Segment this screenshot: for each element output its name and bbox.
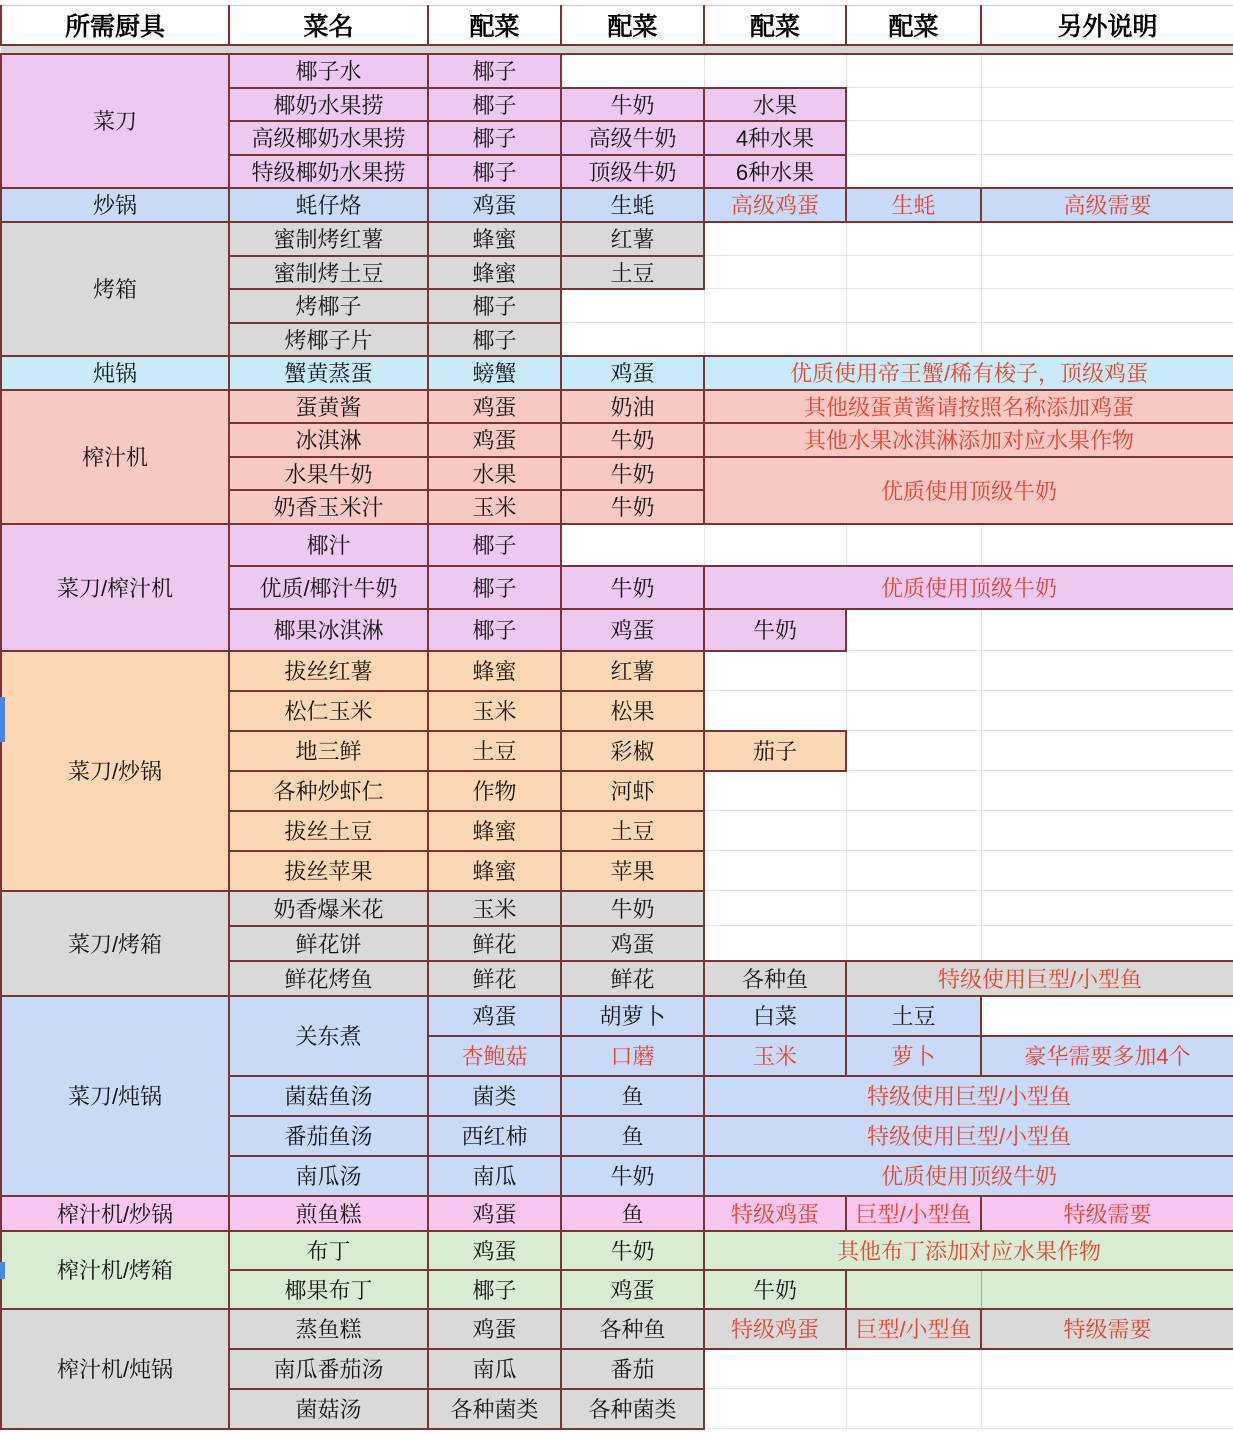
ingredient-cell[interactable]: 鲜花 — [561, 961, 704, 996]
dish-cell[interactable]: 烤椰子 — [229, 289, 428, 323]
ingredient-cell[interactable]: 巨型/小型鱼 — [846, 1309, 981, 1349]
dish-cell[interactable]: 优质/椰汁牛奶 — [229, 566, 428, 609]
empty-cell[interactable] — [981, 691, 1233, 731]
dish-cell[interactable]: 特级椰奶水果捞 — [229, 155, 428, 188]
empty-cell[interactable] — [981, 1270, 1233, 1309]
ingredient-cell[interactable]: 牛奶 — [704, 1270, 846, 1309]
ingredient-cell[interactable]: 椰子 — [428, 54, 561, 88]
note-cell[interactable]: 其他级蛋黄酱请按照名称添加鸡蛋 — [704, 390, 1233, 423]
ingredient-cell[interactable]: 水果 — [428, 457, 561, 490]
ingredient-cell[interactable]: 玉米 — [428, 490, 561, 524]
ingredient-cell[interactable]: 生蚝 — [561, 188, 704, 222]
tool-cell[interactable]: 榨汁机/炒锅 — [1, 1196, 229, 1231]
ingredient-cell[interactable]: 茄子 — [704, 731, 846, 771]
empty-cell[interactable] — [846, 256, 981, 289]
header-cell-2[interactable]: 配菜 — [428, 6, 561, 45]
note-cell[interactable]: 其他水果冰淇淋添加对应水果作物 — [704, 423, 1233, 457]
empty-cell[interactable] — [704, 289, 846, 323]
ingredient-cell[interactable]: 鱼 — [561, 1196, 704, 1231]
note-cell[interactable]: 优质使用顶级牛奶 — [704, 566, 1233, 609]
dish-cell[interactable]: 拔丝红薯 — [229, 651, 428, 691]
ingredient-cell[interactable]: 各种鱼 — [561, 1309, 704, 1349]
ingredient-cell[interactable]: 椰子 — [428, 524, 561, 566]
empty-cell[interactable] — [561, 323, 704, 356]
empty-cell[interactable] — [981, 811, 1233, 851]
ingredient-cell[interactable]: 各种菌类 — [428, 1389, 561, 1429]
dish-cell[interactable]: 蒸鱼糕 — [229, 1309, 428, 1349]
empty-cell[interactable] — [981, 289, 1233, 323]
empty-cell[interactable] — [846, 524, 981, 566]
ingredient-cell[interactable]: 土豆 — [428, 731, 561, 771]
dish-cell[interactable]: 蜜制烤土豆 — [229, 256, 428, 289]
empty-cell[interactable] — [981, 121, 1233, 155]
ingredient-cell[interactable]: 牛奶 — [561, 490, 704, 524]
ingredient-cell[interactable]: 鸡蛋 — [428, 423, 561, 457]
ingredient-cell[interactable]: 口蘑 — [561, 1036, 704, 1076]
ingredient-cell[interactable]: 鸡蛋 — [561, 1270, 704, 1309]
empty-cell[interactable] — [704, 222, 846, 256]
ingredient-cell[interactable]: 红薯 — [561, 651, 704, 691]
note-cell[interactable]: 特级使用巨型/小型鱼 — [704, 1116, 1233, 1156]
ingredient-cell[interactable]: 作物 — [428, 771, 561, 811]
ingredient-cell[interactable]: 水果 — [704, 88, 846, 121]
dish-cell[interactable]: 菌菇鱼汤 — [229, 1076, 428, 1116]
empty-cell[interactable] — [981, 256, 1233, 289]
selection-marker — [0, 697, 5, 742]
ingredient-cell[interactable]: 番茄 — [561, 1349, 704, 1389]
empty-cell[interactable] — [981, 651, 1233, 691]
dish-cell[interactable]: 鲜花饼 — [229, 926, 428, 961]
ingredient-cell[interactable]: 特级鸡蛋 — [704, 1309, 846, 1349]
empty-cell[interactable] — [846, 1270, 981, 1309]
dish-cell[interactable]: 布丁 — [229, 1231, 428, 1270]
dish-cell[interactable]: 南瓜汤 — [229, 1156, 428, 1196]
note-cell[interactable]: 高级需要 — [981, 188, 1233, 222]
ingredient-cell[interactable]: 白菜 — [704, 996, 846, 1036]
tool-cell[interactable]: 榨汁机/烤箱 — [1, 1231, 229, 1309]
dish-cell[interactable]: 水果牛奶 — [229, 457, 428, 490]
empty-cell[interactable] — [846, 691, 981, 731]
note-cell[interactable]: 特级使用巨型/小型鱼 — [846, 961, 1233, 996]
dish-cell[interactable]: 蜜制烤红薯 — [229, 222, 428, 256]
empty-cell[interactable] — [846, 651, 981, 691]
ingredient-cell[interactable]: 鸡蛋 — [428, 996, 561, 1036]
empty-cell[interactable] — [846, 323, 981, 356]
ingredient-cell[interactable]: 萝卜 — [846, 1036, 981, 1076]
empty-cell[interactable] — [704, 811, 846, 851]
ingredient-cell[interactable]: 牛奶 — [561, 1156, 704, 1196]
empty-cell[interactable] — [561, 524, 704, 566]
empty-cell[interactable] — [704, 891, 846, 926]
note-cell[interactable]: 特级需要 — [981, 1309, 1233, 1349]
empty-cell[interactable] — [704, 1389, 846, 1429]
ingredient-cell[interactable]: 土豆 — [561, 256, 704, 289]
ingredient-cell[interactable]: 椰子 — [428, 155, 561, 188]
table-body — [1, 45, 1233, 1429]
ingredient-cell[interactable]: 鲜花 — [428, 926, 561, 961]
empty-cell[interactable] — [981, 771, 1233, 811]
ingredient-cell[interactable]: 蜂蜜 — [428, 651, 561, 691]
tool-cell[interactable]: 炒锅 — [1, 188, 229, 222]
empty-cell[interactable] — [981, 222, 1233, 256]
ingredient-cell[interactable]: 南瓜 — [428, 1349, 561, 1389]
empty-cell[interactable] — [846, 851, 981, 891]
header-cell-0[interactable]: 所需厨具 — [1, 6, 229, 45]
ingredient-cell[interactable]: 鸡蛋 — [561, 609, 704, 651]
header-cell-5[interactable]: 配菜 — [846, 6, 981, 45]
empty-cell[interactable] — [981, 155, 1233, 188]
dish-cell[interactable]: 高级椰奶水果捞 — [229, 121, 428, 155]
ingredient-cell[interactable]: 牛奶 — [561, 457, 704, 490]
empty-cell[interactable] — [704, 1349, 846, 1389]
ingredient-cell[interactable]: 牛奶 — [561, 88, 704, 121]
empty-cell[interactable] — [846, 222, 981, 256]
dish-cell[interactable]: 蛋黄酱 — [229, 390, 428, 423]
ingredient-cell[interactable]: 巨型/小型鱼 — [846, 1196, 981, 1231]
header-cell-4[interactable]: 配菜 — [704, 6, 846, 45]
ingredient-cell[interactable]: 牛奶 — [704, 609, 846, 651]
empty-cell[interactable] — [846, 731, 981, 771]
ingredient-cell[interactable]: 牛奶 — [561, 1231, 704, 1270]
ingredient-cell[interactable]: 土豆 — [561, 811, 704, 851]
ingredient-cell[interactable]: 松果 — [561, 691, 704, 731]
ingredient-cell[interactable]: 胡萝卜 — [561, 996, 704, 1036]
empty-cell[interactable] — [981, 926, 1233, 961]
ingredient-cell[interactable]: 玉米 — [428, 891, 561, 926]
note-cell[interactable]: 豪华需要多加4个 — [981, 1036, 1233, 1076]
empty-cell[interactable] — [561, 54, 704, 88]
note-cell[interactable]: 特级需要 — [981, 1196, 1233, 1231]
tool-cell[interactable]: 菜刀/榨汁机 — [1, 524, 229, 651]
tool-cell[interactable]: 菜刀 — [1, 54, 229, 188]
tool-cell[interactable]: 榨汁机 — [1, 390, 229, 524]
ingredient-cell[interactable]: 牛奶 — [561, 891, 704, 926]
note-cell[interactable]: 优质使用帝王蟹/稀有梭子，顶级鸡蛋 — [704, 356, 1233, 390]
empty-cell[interactable] — [846, 88, 981, 121]
ingredient-cell[interactable]: 彩椒 — [561, 731, 704, 771]
empty-cell[interactable] — [846, 771, 981, 811]
dish-cell[interactable]: 鲜花烤鱼 — [229, 961, 428, 996]
header-cell-1[interactable]: 菜名 — [229, 6, 428, 45]
ingredient-cell[interactable]: 鱼 — [561, 1076, 704, 1116]
ingredient-cell[interactable]: 鸡蛋 — [428, 390, 561, 423]
ingredient-cell[interactable]: 高级鸡蛋 — [704, 188, 846, 222]
empty-cell[interactable] — [704, 256, 846, 289]
dish-cell[interactable]: 拔丝土豆 — [229, 811, 428, 851]
ingredient-cell[interactable]: 玉米 — [428, 691, 561, 731]
ingredient-cell[interactable]: 河虾 — [561, 771, 704, 811]
ingredient-cell[interactable]: 特级鸡蛋 — [704, 1196, 846, 1231]
note-cell[interactable]: 其他布丁添加对应水果作物 — [704, 1231, 1233, 1270]
empty-cell[interactable] — [981, 524, 1233, 566]
ingredient-cell[interactable]: 牛奶 — [561, 423, 704, 457]
empty-cell[interactable] — [704, 524, 846, 566]
ingredient-cell[interactable]: 螃蟹 — [428, 356, 561, 390]
empty-cell[interactable] — [846, 891, 981, 926]
dish-cell[interactable]: 椰果布丁 — [229, 1270, 428, 1309]
dish-cell[interactable]: 松仁玉米 — [229, 691, 428, 731]
ingredient-cell[interactable]: 奶油 — [561, 390, 704, 423]
ingredient-cell[interactable]: 椰子 — [428, 289, 561, 323]
empty-cell[interactable] — [981, 323, 1233, 356]
dish-cell[interactable]: 椰果冰淇淋 — [229, 609, 428, 651]
empty-cell[interactable] — [704, 54, 846, 88]
ingredient-cell[interactable]: 鸡蛋 — [561, 926, 704, 961]
dish-cell[interactable]: 冰淇淋 — [229, 423, 428, 457]
ingredient-cell[interactable]: 椰子 — [428, 121, 561, 155]
empty-cell[interactable] — [981, 996, 1233, 1036]
ingredient-cell[interactable]: 顶级牛奶 — [561, 155, 704, 188]
empty-cell[interactable] — [846, 121, 981, 155]
ingredient-cell[interactable]: 4种水果 — [704, 121, 846, 155]
empty-cell[interactable] — [981, 88, 1233, 121]
ingredient-cell[interactable]: 鸡蛋 — [428, 1196, 561, 1231]
ingredient-cell[interactable]: 牛奶 — [561, 566, 704, 609]
dish-cell[interactable]: 蟹黄蒸蛋 — [229, 356, 428, 390]
empty-cell[interactable] — [704, 691, 846, 731]
dish-cell[interactable]: 奶香玉米汁 — [229, 490, 428, 524]
dish-cell[interactable]: 番茄鱼汤 — [229, 1116, 428, 1156]
dish-cell[interactable]: 椰奶水果捞 — [229, 88, 428, 121]
tool-cell[interactable]: 榨汁机/炖锅 — [1, 1309, 229, 1429]
header-cell-6[interactable]: 另外说明 — [981, 6, 1233, 45]
ingredient-cell[interactable]: 椰子 — [428, 323, 561, 356]
ingredient-cell[interactable]: 生蚝 — [846, 188, 981, 222]
ingredient-cell[interactable]: 土豆 — [846, 996, 981, 1036]
ingredient-cell[interactable]: 椰子 — [428, 1270, 561, 1309]
ingredient-cell[interactable]: 椰子 — [428, 566, 561, 609]
empty-cell[interactable] — [846, 289, 981, 323]
ingredient-cell[interactable]: 6种水果 — [704, 155, 846, 188]
empty-cell[interactable] — [846, 155, 981, 188]
empty-cell[interactable] — [704, 323, 846, 356]
ingredient-cell[interactable]: 鲜花 — [428, 961, 561, 996]
ingredient-cell[interactable]: 南瓜 — [428, 1156, 561, 1196]
dish-cell[interactable]: 南瓜番茄汤 — [229, 1349, 428, 1389]
ingredient-cell[interactable]: 蜂蜜 — [428, 222, 561, 256]
empty-cell[interactable] — [846, 609, 981, 651]
ingredient-cell[interactable]: 鸡蛋 — [428, 1309, 561, 1349]
ingredient-cell[interactable]: 鸡蛋 — [428, 1231, 561, 1270]
ingredient-cell[interactable]: 红薯 — [561, 222, 704, 256]
empty-cell[interactable] — [846, 926, 981, 961]
note-cell[interactable]: 特级使用巨型/小型鱼 — [704, 1076, 1233, 1116]
ingredient-cell[interactable]: 鸡蛋 — [561, 356, 704, 390]
tool-cell[interactable]: 菜刀/炒锅 — [1, 651, 229, 891]
note-cell[interactable]: 优质使用顶级牛奶 — [704, 1156, 1233, 1196]
dish-cell[interactable]: 蚝仔烙 — [229, 188, 428, 222]
empty-cell[interactable] — [846, 1349, 981, 1389]
empty-cell[interactable] — [704, 851, 846, 891]
empty-cell[interactable] — [704, 651, 846, 691]
tool-cell[interactable]: 菜刀/炖锅 — [1, 996, 229, 1196]
empty-cell[interactable] — [981, 1349, 1233, 1389]
ingredient-cell[interactable]: 椰子 — [428, 88, 561, 121]
dish-cell[interactable]: 关东煮 — [229, 996, 428, 1076]
dish-cell[interactable]: 拔丝苹果 — [229, 851, 428, 891]
header-row — [1, 6, 1233, 45]
dish-cell[interactable]: 菌菇汤 — [229, 1389, 428, 1429]
empty-cell[interactable] — [981, 54, 1233, 88]
ingredient-cell[interactable]: 杏鲍菇 — [428, 1036, 561, 1076]
empty-cell[interactable] — [981, 731, 1233, 771]
empty-cell[interactable] — [981, 609, 1233, 651]
ingredient-cell[interactable]: 蜂蜜 — [428, 811, 561, 851]
empty-cell[interactable] — [704, 926, 846, 961]
ingredient-cell[interactable]: 鱼 — [561, 1116, 704, 1156]
empty-cell[interactable] — [981, 1389, 1233, 1429]
dish-cell[interactable]: 奶香爆米花 — [229, 891, 428, 926]
tool-cell[interactable]: 菜刀/烤箱 — [1, 891, 229, 996]
empty-cell[interactable] — [561, 289, 704, 323]
dish-cell[interactable]: 椰子水 — [229, 54, 428, 88]
ingredient-cell[interactable]: 西红柿 — [428, 1116, 561, 1156]
empty-cell[interactable] — [846, 1389, 981, 1429]
header-cell-3[interactable]: 配菜 — [561, 6, 704, 45]
note-cell[interactable]: 优质使用顶级牛奶 — [704, 457, 1233, 524]
ingredient-cell[interactable]: 蜂蜜 — [428, 851, 561, 891]
tool-cell[interactable]: 炖锅 — [1, 356, 229, 390]
ingredient-cell[interactable]: 苹果 — [561, 851, 704, 891]
empty-cell[interactable] — [846, 54, 981, 88]
recipe-spreadsheet — [0, 5, 1233, 1430]
dish-cell[interactable]: 地三鲜 — [229, 731, 428, 771]
dish-cell[interactable]: 煎鱼糕 — [229, 1196, 428, 1231]
empty-cell[interactable] — [981, 891, 1233, 926]
empty-cell[interactable] — [846, 811, 981, 851]
ingredient-cell[interactable]: 各种菌类 — [561, 1389, 704, 1429]
selection-marker — [0, 1262, 5, 1279]
ingredient-cell[interactable]: 鸡蛋 — [428, 188, 561, 222]
frozen-row-divider — [1, 45, 1233, 54]
ingredient-cell[interactable]: 各种鱼 — [704, 961, 846, 996]
ingredient-cell[interactable]: 菌类 — [428, 1076, 561, 1116]
tool-cell[interactable]: 烤箱 — [1, 222, 229, 356]
empty-cell[interactable] — [981, 851, 1233, 891]
ingredient-cell[interactable]: 玉米 — [704, 1036, 846, 1076]
ingredient-cell[interactable]: 蜂蜜 — [428, 256, 561, 289]
empty-cell[interactable] — [704, 771, 846, 811]
dish-cell[interactable]: 烤椰子片 — [229, 323, 428, 356]
ingredient-cell[interactable]: 椰子 — [428, 609, 561, 651]
ingredient-cell[interactable]: 高级牛奶 — [561, 121, 704, 155]
dish-cell[interactable]: 各种炒虾仁 — [229, 771, 428, 811]
dish-cell[interactable]: 椰汁 — [229, 524, 428, 566]
